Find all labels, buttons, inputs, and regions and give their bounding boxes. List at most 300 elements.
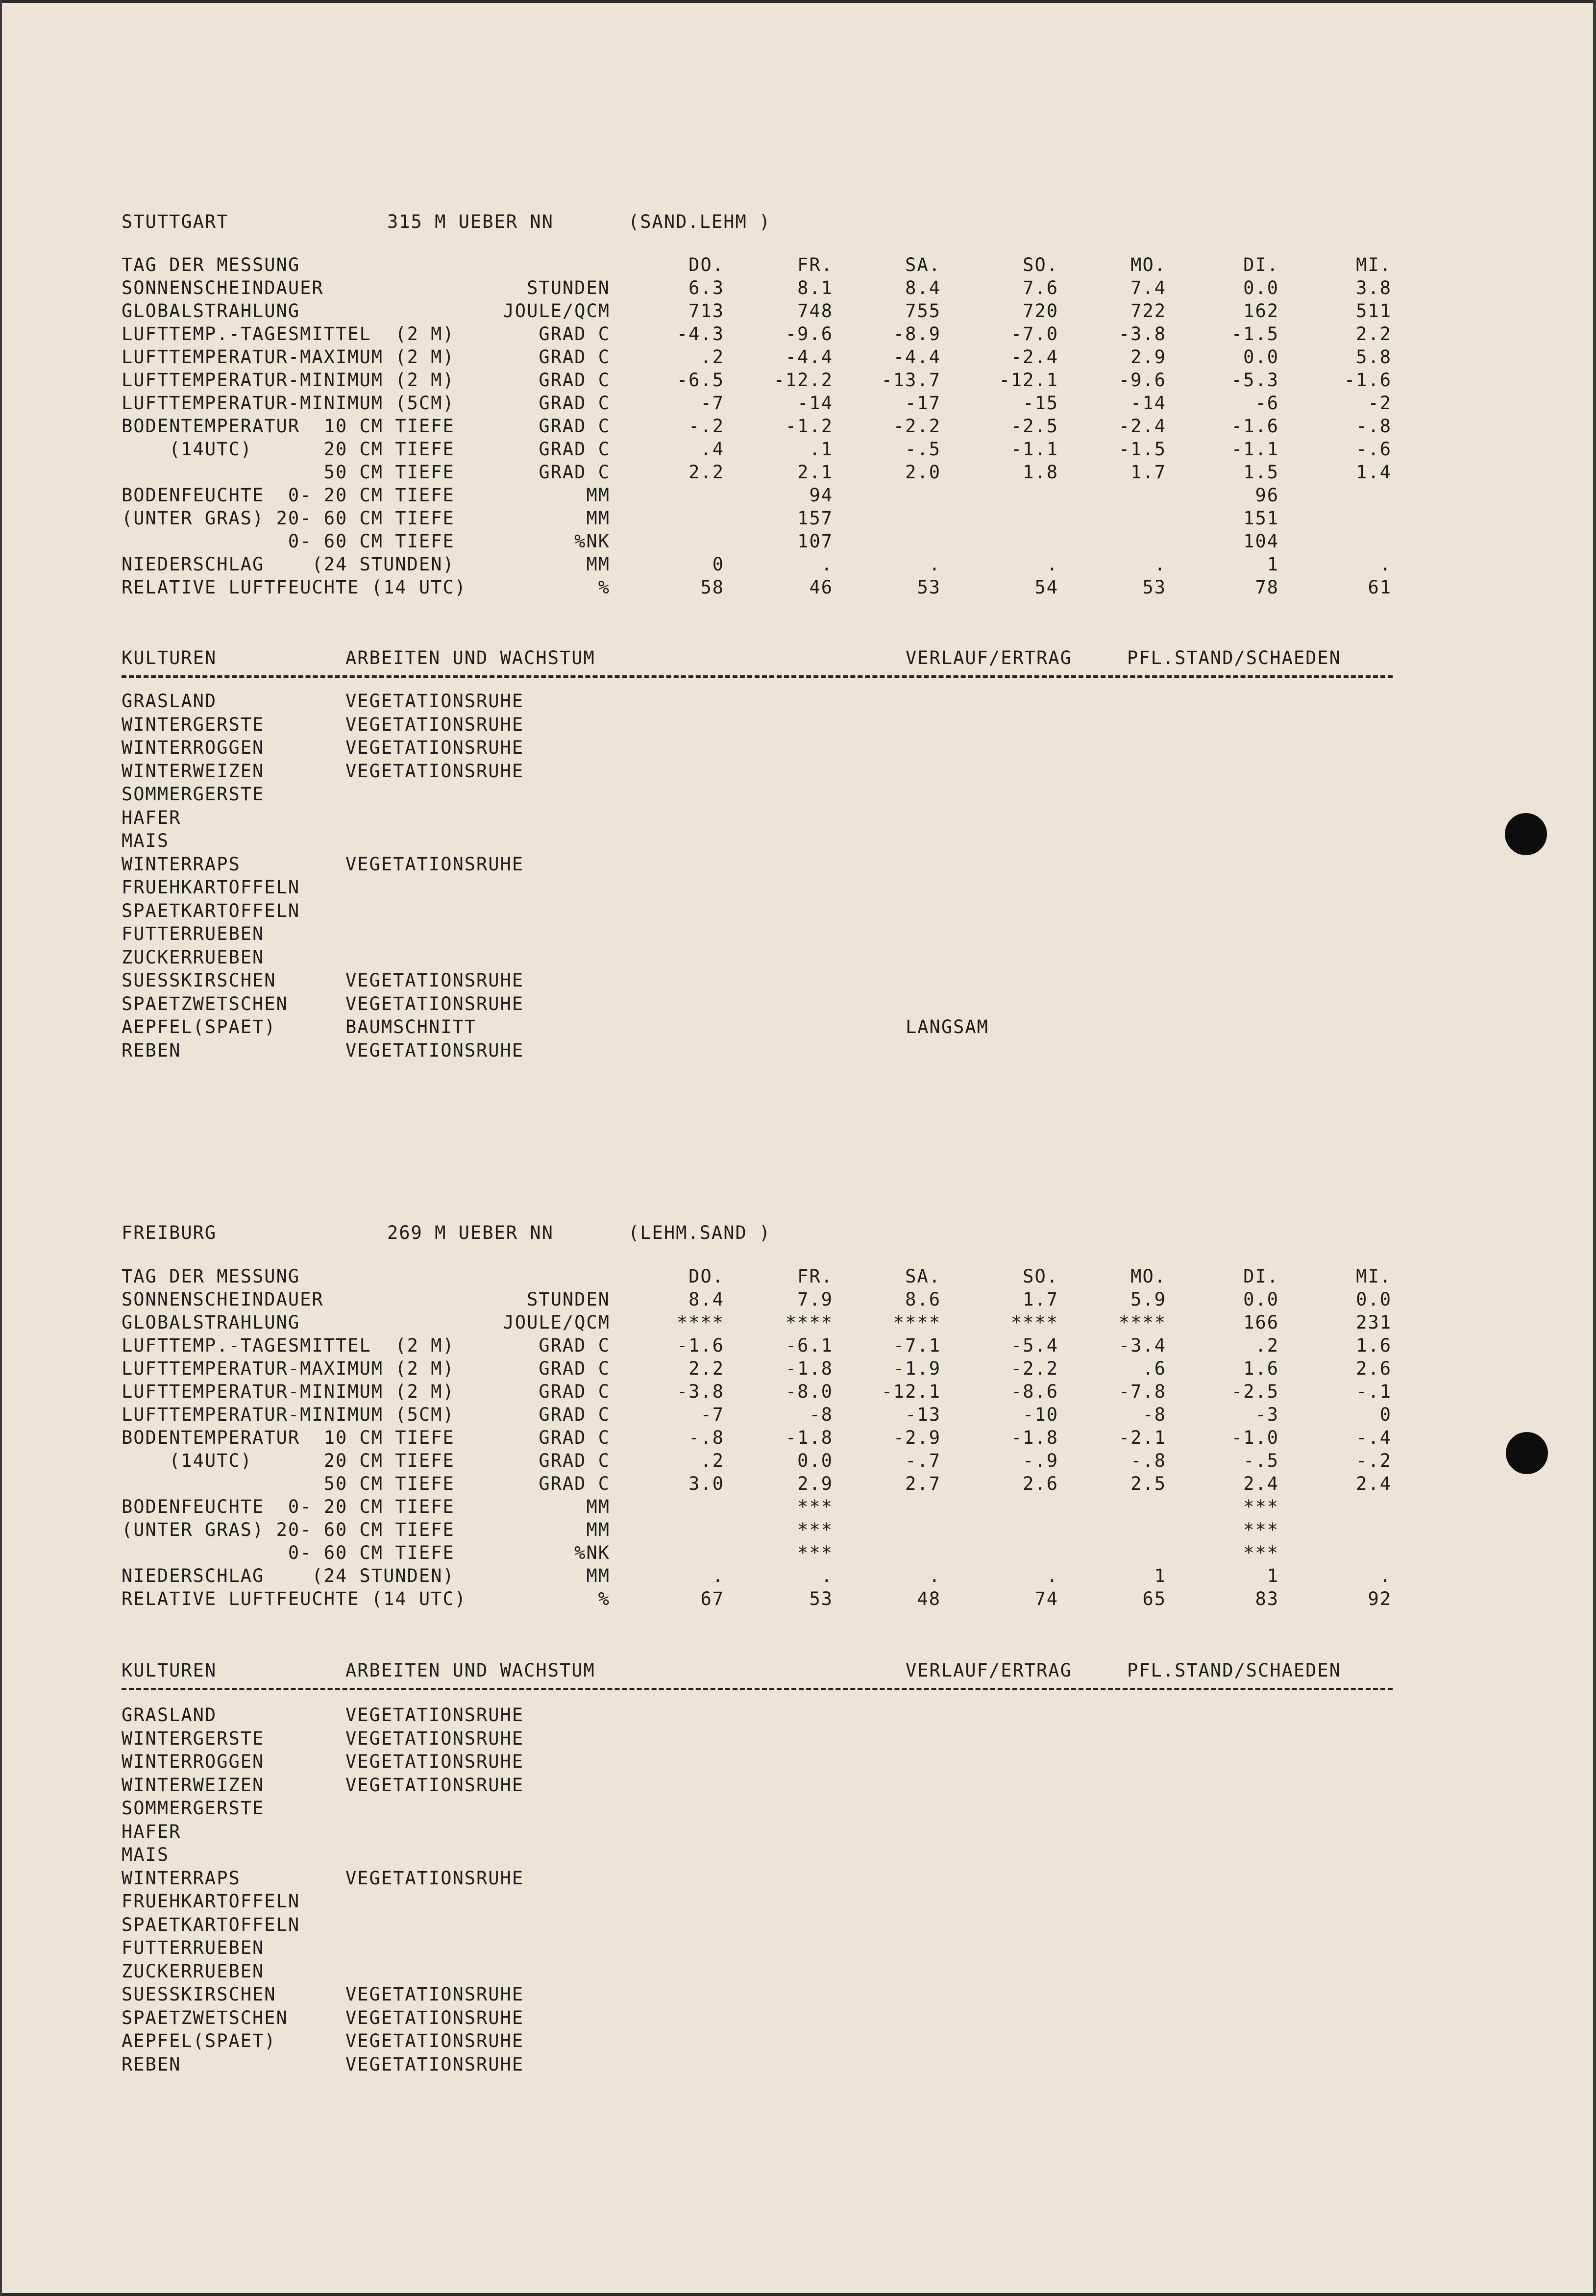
row-label: TAG DER MESSUNG bbox=[122, 1266, 300, 1287]
cell-value: DI. bbox=[1243, 254, 1279, 275]
culture-name: ZUCKERRUEBEN bbox=[122, 946, 265, 968]
cell-value: 1 bbox=[1154, 1565, 1166, 1586]
cell-value: 1 bbox=[1267, 1565, 1279, 1586]
cell-value: -1.9 bbox=[893, 1358, 941, 1379]
cell-value: -3 bbox=[1255, 1404, 1279, 1425]
cell-value: **** bbox=[1010, 1312, 1058, 1333]
cell-value: 67 bbox=[700, 1588, 724, 1609]
cell-value: . bbox=[821, 554, 833, 575]
cell-value: . bbox=[929, 554, 941, 575]
cell-value: 7.6 bbox=[1023, 277, 1058, 298]
row-unit: GRAD C bbox=[539, 1381, 610, 1402]
row-unit: % bbox=[598, 1588, 610, 1609]
cell-value: 78 bbox=[1255, 577, 1279, 598]
cell-value: 0.0 bbox=[1356, 1289, 1392, 1310]
culture-name: SPAETZWETSCHEN bbox=[122, 993, 288, 1014]
cell-value: SO. bbox=[1023, 1266, 1058, 1287]
cell-value: DO. bbox=[688, 254, 724, 275]
cell-value: -7.0 bbox=[1010, 323, 1058, 345]
cell-value: 53 bbox=[917, 577, 941, 598]
culture-work: VEGETATIONSRUHE bbox=[345, 2053, 524, 2075]
cell-value: 7.4 bbox=[1130, 277, 1166, 298]
cell-value: -7 bbox=[700, 393, 724, 414]
cell-value: SO. bbox=[1023, 254, 1058, 275]
station-altitude: 269 M UEBER NN bbox=[387, 1222, 554, 1243]
row-label: 50 CM TIEFE bbox=[122, 462, 455, 483]
culture-name: WINTERROGGEN bbox=[122, 737, 265, 758]
cell-value: 6.3 bbox=[688, 277, 724, 298]
cell-value: 2.9 bbox=[797, 1473, 833, 1494]
cell-value: -3.4 bbox=[1118, 1335, 1166, 1356]
dashed-separator bbox=[122, 675, 1393, 678]
cell-value: -3.8 bbox=[1118, 323, 1166, 345]
cell-value: -7 bbox=[700, 1404, 724, 1425]
cell-value: -.9 bbox=[1023, 1450, 1058, 1471]
cell-value: -9.6 bbox=[785, 323, 833, 345]
row-label: 0- 60 CM TIEFE bbox=[122, 531, 455, 552]
station-altitude: 315 M UEBER NN bbox=[387, 211, 554, 232]
row-label: NIEDERSCHLAG (24 STUNDEN) bbox=[122, 554, 455, 575]
culture-header-verlauf: VERLAUF/ERTRAG bbox=[906, 1660, 1072, 1681]
cell-value: 8.4 bbox=[688, 1289, 724, 1310]
cell-value: 46 bbox=[809, 577, 833, 598]
cell-value: . bbox=[1046, 554, 1058, 575]
row-unit: %NK bbox=[574, 1542, 610, 1563]
culture-name: FRUEHKARTOFFELN bbox=[122, 877, 300, 898]
cell-value: 2.2 bbox=[688, 462, 724, 483]
cell-value: 7.9 bbox=[797, 1289, 833, 1310]
cell-value: 713 bbox=[688, 300, 724, 321]
cell-value: -14 bbox=[1130, 393, 1166, 414]
culture-name: SUESSKIRSCHEN bbox=[122, 970, 276, 991]
culture-name: SOMMERGERSTE bbox=[122, 1798, 265, 1819]
cell-value: -9.6 bbox=[1118, 370, 1166, 391]
cell-value: 1.7 bbox=[1130, 462, 1166, 483]
cell-value: -6 bbox=[1255, 393, 1279, 414]
cell-value: -12.1 bbox=[881, 1381, 941, 1402]
cell-value: -4.3 bbox=[676, 323, 724, 345]
culture-work: VEGETATIONSRUHE bbox=[345, 2007, 524, 2028]
row-unit: MM bbox=[586, 508, 610, 529]
cell-value: -1.1 bbox=[1231, 439, 1279, 460]
row-label: LUFTTEMPERATUR-MINIMUM (5CM) bbox=[122, 1404, 455, 1425]
cell-value: 2.4 bbox=[1356, 1473, 1392, 1494]
culture-name: WINTERGERSTE bbox=[122, 1728, 265, 1749]
cell-value: 104 bbox=[1243, 531, 1279, 552]
cell-value: *** bbox=[797, 1519, 833, 1540]
cell-value: MI. bbox=[1356, 254, 1392, 275]
cell-value: 231 bbox=[1356, 1312, 1392, 1333]
row-unit: GRAD C bbox=[539, 1450, 610, 1471]
culture-name: WINTERWEIZEN bbox=[122, 760, 265, 782]
culture-name: SOMMERGERSTE bbox=[122, 784, 265, 805]
row-unit: GRAD C bbox=[539, 1335, 610, 1356]
cell-value: . bbox=[1154, 554, 1166, 575]
cell-value: -12.1 bbox=[999, 370, 1058, 391]
station-soil: (SAND.LEHM ) bbox=[628, 211, 771, 232]
cell-value: 748 bbox=[797, 300, 833, 321]
cell-value: MI. bbox=[1356, 1266, 1392, 1287]
culture-name: WINTERRAPS bbox=[122, 853, 241, 875]
cell-value: FR. bbox=[797, 1266, 833, 1287]
culture-header-kulturen: KULTUREN bbox=[122, 1660, 217, 1681]
culture-name: SPAETKARTOFFELN bbox=[122, 1914, 300, 1935]
culture-work: VEGETATIONSRUHE bbox=[345, 1751, 524, 1772]
row-unit: GRAD C bbox=[539, 416, 610, 437]
culture-header-pfl: PFL.STAND/SCHAEDEN bbox=[1127, 647, 1341, 668]
page-edge-bottom bbox=[0, 2293, 1596, 2296]
cell-value: **** bbox=[893, 1312, 941, 1333]
culture-work: VEGETATIONSRUHE bbox=[345, 1728, 524, 1749]
row-unit: %NK bbox=[574, 531, 610, 552]
culture-name: WINTERRAPS bbox=[122, 1867, 241, 1889]
cell-value: -.8 bbox=[688, 1427, 724, 1448]
culture-name: WINTERGERSTE bbox=[122, 714, 265, 735]
cell-value: *** bbox=[797, 1496, 833, 1517]
culture-name: FUTTERRUEBEN bbox=[122, 1937, 265, 1958]
cell-value: -5.4 bbox=[1010, 1335, 1058, 1356]
cell-value: -2.5 bbox=[1231, 1381, 1279, 1402]
cell-value: 1.6 bbox=[1243, 1358, 1279, 1379]
cell-value: 2.5 bbox=[1130, 1473, 1166, 1494]
culture-verlauf: LANGSAM bbox=[906, 1016, 989, 1037]
cell-value: 74 bbox=[1034, 1588, 1058, 1609]
cell-value: -7.1 bbox=[893, 1335, 941, 1356]
cell-value: 5.9 bbox=[1130, 1289, 1166, 1310]
cell-value: MO. bbox=[1130, 254, 1166, 275]
cell-value: -13.7 bbox=[881, 370, 941, 391]
cell-value: 157 bbox=[797, 508, 833, 529]
culture-work: VEGETATIONSRUHE bbox=[345, 760, 524, 782]
cell-value: 0.0 bbox=[1243, 277, 1279, 298]
cell-value: 2.6 bbox=[1023, 1473, 1058, 1494]
row-unit: MM bbox=[586, 1565, 610, 1586]
culture-name: ZUCKERRUEBEN bbox=[122, 1960, 265, 1982]
cell-value: 3.8 bbox=[1356, 277, 1392, 298]
cell-value: 107 bbox=[797, 531, 833, 552]
cell-value: . bbox=[712, 1565, 724, 1586]
culture-header-verlauf: VERLAUF/ERTRAG bbox=[906, 647, 1072, 668]
culture-name: SPAETKARTOFFELN bbox=[122, 900, 300, 921]
row-label: BODENFEUCHTE 0- 20 CM TIEFE bbox=[122, 485, 455, 506]
cell-value: -.1 bbox=[1356, 1381, 1392, 1402]
cell-value: 2.2 bbox=[688, 1358, 724, 1379]
culture-name: HAFER bbox=[122, 807, 181, 828]
cell-value: 61 bbox=[1368, 577, 1392, 598]
cell-value: 755 bbox=[905, 300, 941, 321]
culture-header-kulturen: KULTUREN bbox=[122, 647, 217, 668]
cell-value: 1.6 bbox=[1356, 1335, 1392, 1356]
culture-name: AEPFEL(SPAET) bbox=[122, 2030, 276, 2051]
station-name: FREIBURG bbox=[122, 1222, 217, 1243]
cell-value: 92 bbox=[1368, 1588, 1392, 1609]
row-label: GLOBALSTRAHLUNG bbox=[122, 300, 300, 321]
row-unit: GRAD C bbox=[539, 1404, 610, 1425]
row-label: LUFTTEMPERATUR-MINIMUM (2 M) bbox=[122, 1381, 455, 1402]
row-unit: GRAD C bbox=[539, 1473, 610, 1494]
cell-value: 2.1 bbox=[797, 462, 833, 483]
cell-value: -2.2 bbox=[1010, 1358, 1058, 1379]
cell-value: -17 bbox=[905, 393, 941, 414]
cell-value: -1.8 bbox=[1010, 1427, 1058, 1448]
culture-work: VEGETATIONSRUHE bbox=[345, 970, 524, 991]
cell-value: -.2 bbox=[1356, 1450, 1392, 1471]
row-unit: STUNDEN bbox=[527, 1289, 610, 1310]
cell-value: -2.1 bbox=[1118, 1427, 1166, 1448]
culture-name: MAIS bbox=[122, 1844, 170, 1865]
cell-value: **** bbox=[785, 1312, 833, 1333]
cell-value: -.8 bbox=[1356, 416, 1392, 437]
cell-value: -.8 bbox=[1130, 1450, 1166, 1471]
culture-name: FRUEHKARTOFFELN bbox=[122, 1891, 300, 1912]
cell-value: 0.0 bbox=[1243, 346, 1279, 368]
culture-name: REBEN bbox=[122, 1039, 181, 1061]
row-label: LUFTTEMP.-TAGESMITTEL (2 M) bbox=[122, 323, 455, 345]
cell-value: *** bbox=[1243, 1542, 1279, 1563]
cell-value: 1.7 bbox=[1023, 1289, 1058, 1310]
cell-value: -2.4 bbox=[1010, 346, 1058, 368]
cell-value: -.5 bbox=[905, 439, 941, 460]
cell-value: -.4 bbox=[1356, 1427, 1392, 1448]
punch-hole-top bbox=[1505, 813, 1547, 855]
cell-value: 8.4 bbox=[905, 277, 941, 298]
cell-value: -2.9 bbox=[893, 1427, 941, 1448]
cell-value: FR. bbox=[797, 254, 833, 275]
cell-value: DO. bbox=[688, 1266, 724, 1287]
cell-value: 94 bbox=[809, 485, 833, 506]
cell-value: -2 bbox=[1368, 393, 1392, 414]
culture-work: VEGETATIONSRUHE bbox=[345, 737, 524, 758]
punch-hole-bottom bbox=[1506, 1432, 1548, 1474]
cell-value: 720 bbox=[1023, 300, 1058, 321]
culture-name: HAFER bbox=[122, 1821, 181, 1842]
cell-value: -2.4 bbox=[1118, 416, 1166, 437]
cell-value: -1.8 bbox=[785, 1358, 833, 1379]
cell-value: 166 bbox=[1243, 1312, 1279, 1333]
culture-work: VEGETATIONSRUHE bbox=[345, 853, 524, 875]
culture-name: MAIS bbox=[122, 830, 170, 851]
cell-value: -1.6 bbox=[1344, 370, 1392, 391]
culture-work: VEGETATIONSRUHE bbox=[345, 1867, 524, 1889]
row-label: LUFTTEMPERATUR-MINIMUM (5CM) bbox=[122, 393, 455, 414]
cell-value: **** bbox=[1118, 1312, 1166, 1333]
row-label: BODENTEMPERATUR 10 CM TIEFE bbox=[122, 416, 455, 437]
cell-value: -15 bbox=[1023, 393, 1058, 414]
cell-value: 96 bbox=[1255, 485, 1279, 506]
cell-value: .1 bbox=[809, 439, 833, 460]
cell-value: .2 bbox=[700, 346, 724, 368]
cell-value: -8 bbox=[809, 1404, 833, 1425]
culture-work: VEGETATIONSRUHE bbox=[345, 993, 524, 1014]
row-label: LUFTTEMP.-TAGESMITTEL (2 M) bbox=[122, 1335, 455, 1356]
culture-name: FUTTERRUEBEN bbox=[122, 923, 265, 944]
row-label: BODENTEMPERATUR 10 CM TIEFE bbox=[122, 1427, 455, 1448]
cell-value: -6.1 bbox=[785, 1335, 833, 1356]
cell-value: -7.8 bbox=[1118, 1381, 1166, 1402]
cell-value: . bbox=[1046, 1565, 1058, 1586]
cell-value: 53 bbox=[809, 1588, 833, 1609]
cell-value: 0.0 bbox=[797, 1450, 833, 1471]
row-label: BODENFEUCHTE 0- 20 CM TIEFE bbox=[122, 1496, 455, 1517]
cell-value: *** bbox=[1243, 1519, 1279, 1540]
cell-value: **** bbox=[676, 1312, 724, 1333]
cell-value: 722 bbox=[1130, 300, 1166, 321]
cell-value: -2.2 bbox=[893, 416, 941, 437]
culture-header-pfl: PFL.STAND/SCHAEDEN bbox=[1127, 1660, 1341, 1681]
cell-value: *** bbox=[797, 1542, 833, 1563]
culture-work: VEGETATIONSRUHE bbox=[345, 1984, 524, 2005]
cell-value: 162 bbox=[1243, 300, 1279, 321]
cell-value: SA. bbox=[905, 1266, 941, 1287]
cell-value: -8.6 bbox=[1010, 1381, 1058, 1402]
cell-value: .4 bbox=[700, 439, 724, 460]
cell-value: . bbox=[929, 1565, 941, 1586]
cell-value: 151 bbox=[1243, 508, 1279, 529]
culture-name: SPAETZWETSCHEN bbox=[122, 2007, 288, 2028]
cell-value: -.6 bbox=[1356, 439, 1392, 460]
page-edge-left bbox=[0, 0, 2, 2296]
cell-value: . bbox=[821, 1565, 833, 1586]
cell-value: 1.5 bbox=[1243, 462, 1279, 483]
row-unit: MM bbox=[586, 554, 610, 575]
row-label: TAG DER MESSUNG bbox=[122, 254, 300, 275]
row-unit: MM bbox=[586, 485, 610, 506]
culture-work: VEGETATIONSRUHE bbox=[345, 714, 524, 735]
cell-value: 2.7 bbox=[905, 1473, 941, 1494]
cell-value: 2.6 bbox=[1356, 1358, 1392, 1379]
cell-value: .2 bbox=[700, 1450, 724, 1471]
cell-value: -1.2 bbox=[785, 416, 833, 437]
cell-value: 0.0 bbox=[1243, 1289, 1279, 1310]
row-unit: JOULE/QCM bbox=[503, 1312, 610, 1333]
cell-value: -13 bbox=[905, 1404, 941, 1425]
row-unit: MM bbox=[586, 1496, 610, 1517]
culture-header-arbeiten: ARBEITEN UND WACHSTUM bbox=[345, 1660, 595, 1681]
cell-value: 1 bbox=[1267, 554, 1279, 575]
cell-value: -3.8 bbox=[676, 1381, 724, 1402]
cell-value: 2.4 bbox=[1243, 1473, 1279, 1494]
cell-value: 0 bbox=[712, 554, 724, 575]
row-label: RELATIVE LUFTFEUCHTE (14 UTC) bbox=[122, 1588, 467, 1609]
row-label: SONNENSCHEINDAUER bbox=[122, 277, 324, 298]
cell-value: MO. bbox=[1130, 1266, 1166, 1287]
row-label: 50 CM TIEFE bbox=[122, 1473, 455, 1494]
cell-value: 2.0 bbox=[905, 462, 941, 483]
cell-value: -1.6 bbox=[676, 1335, 724, 1356]
row-label: (UNTER GRAS) 20- 60 CM TIEFE bbox=[122, 508, 455, 529]
cell-value: -14 bbox=[797, 393, 833, 414]
culture-work: VEGETATIONSRUHE bbox=[345, 691, 524, 712]
row-label: LUFTTEMPERATUR-MAXIMUM (2 M) bbox=[122, 1358, 455, 1379]
cell-value: -10 bbox=[1023, 1404, 1058, 1425]
cell-value: 83 bbox=[1255, 1588, 1279, 1609]
culture-work: VEGETATIONSRUHE bbox=[345, 1774, 524, 1796]
cell-value: 8.6 bbox=[905, 1289, 941, 1310]
culture-name: WINTERROGGEN bbox=[122, 1751, 265, 1772]
cell-value: 58 bbox=[700, 577, 724, 598]
cell-value: -12.2 bbox=[773, 370, 833, 391]
row-label: LUFTTEMPERATUR-MINIMUM (2 M) bbox=[122, 370, 455, 391]
cell-value: -1.0 bbox=[1231, 1427, 1279, 1448]
cell-value: .2 bbox=[1255, 1335, 1279, 1356]
row-unit: GRAD C bbox=[539, 462, 610, 483]
row-unit: GRAD C bbox=[539, 346, 610, 368]
culture-name: REBEN bbox=[122, 2053, 181, 2075]
row-unit: GRAD C bbox=[539, 1358, 610, 1379]
cell-value: -4.4 bbox=[785, 346, 833, 368]
cell-value: 2.9 bbox=[1130, 346, 1166, 368]
culture-work: VEGETATIONSRUHE bbox=[345, 2030, 524, 2051]
cell-value: -8.9 bbox=[893, 323, 941, 345]
culture-work: BAUMSCHNITT bbox=[345, 1016, 477, 1037]
cell-value: *** bbox=[1243, 1496, 1279, 1517]
cell-value: 48 bbox=[917, 1588, 941, 1609]
row-unit: GRAD C bbox=[539, 439, 610, 460]
culture-header-arbeiten: ARBEITEN UND WACHSTUM bbox=[345, 647, 595, 668]
station-name: STUTTGART bbox=[122, 211, 229, 232]
cell-value: -8 bbox=[1142, 1404, 1166, 1425]
cell-value: -1.1 bbox=[1010, 439, 1058, 460]
row-label: (UNTER GRAS) 20- 60 CM TIEFE bbox=[122, 1519, 455, 1540]
row-label: NIEDERSCHLAG (24 STUNDEN) bbox=[122, 1565, 455, 1586]
row-label: GLOBALSTRAHLUNG bbox=[122, 1312, 300, 1333]
cell-value: . bbox=[1379, 554, 1392, 575]
cell-value: 3.0 bbox=[688, 1473, 724, 1494]
station-soil: (LEHM.SAND ) bbox=[628, 1222, 771, 1243]
row-unit: % bbox=[598, 577, 610, 598]
cell-value: 65 bbox=[1142, 1588, 1166, 1609]
cell-value: DI. bbox=[1243, 1266, 1279, 1287]
row-label: 0- 60 CM TIEFE bbox=[122, 1542, 455, 1563]
row-label: SONNENSCHEINDAUER bbox=[122, 1289, 324, 1310]
row-unit: STUNDEN bbox=[527, 277, 610, 298]
cell-value: 1.4 bbox=[1356, 462, 1392, 483]
cell-value: 53 bbox=[1142, 577, 1166, 598]
row-unit: GRAD C bbox=[539, 1427, 610, 1448]
cell-value: 0 bbox=[1379, 1404, 1392, 1425]
cell-value: -8.0 bbox=[785, 1381, 833, 1402]
culture-name: WINTERWEIZEN bbox=[122, 1774, 265, 1796]
cell-value: -2.5 bbox=[1010, 416, 1058, 437]
cell-value: -1.5 bbox=[1118, 439, 1166, 460]
cell-value: SA. bbox=[905, 254, 941, 275]
row-unit: JOULE/QCM bbox=[503, 300, 610, 321]
cell-value: -4.4 bbox=[893, 346, 941, 368]
culture-work: VEGETATIONSRUHE bbox=[345, 1704, 524, 1726]
row-unit: GRAD C bbox=[539, 370, 610, 391]
culture-name: GRASLAND bbox=[122, 691, 217, 712]
row-label: LUFTTEMPERATUR-MAXIMUM (2 M) bbox=[122, 346, 455, 368]
dashed-separator bbox=[122, 1688, 1393, 1690]
cell-value: -1.6 bbox=[1231, 416, 1279, 437]
cell-value: -.2 bbox=[688, 416, 724, 437]
cell-value: 8.1 bbox=[797, 277, 833, 298]
row-label: (14UTC) 20 CM TIEFE bbox=[122, 1450, 455, 1471]
culture-name: GRASLAND bbox=[122, 1704, 217, 1726]
cell-value: . bbox=[1379, 1565, 1392, 1586]
cell-value: -5.3 bbox=[1231, 370, 1279, 391]
cell-value: -6.5 bbox=[676, 370, 724, 391]
cell-value: 2.2 bbox=[1356, 323, 1392, 345]
culture-work: VEGETATIONSRUHE bbox=[345, 1039, 524, 1061]
cell-value: -.7 bbox=[905, 1450, 941, 1471]
cell-value: .6 bbox=[1142, 1358, 1166, 1379]
row-label: (14UTC) 20 CM TIEFE bbox=[122, 439, 455, 460]
row-unit: MM bbox=[586, 1519, 610, 1540]
cell-value: 511 bbox=[1356, 300, 1392, 321]
cell-value: -.5 bbox=[1243, 1450, 1279, 1471]
page-edge-right bbox=[1593, 0, 1596, 2296]
